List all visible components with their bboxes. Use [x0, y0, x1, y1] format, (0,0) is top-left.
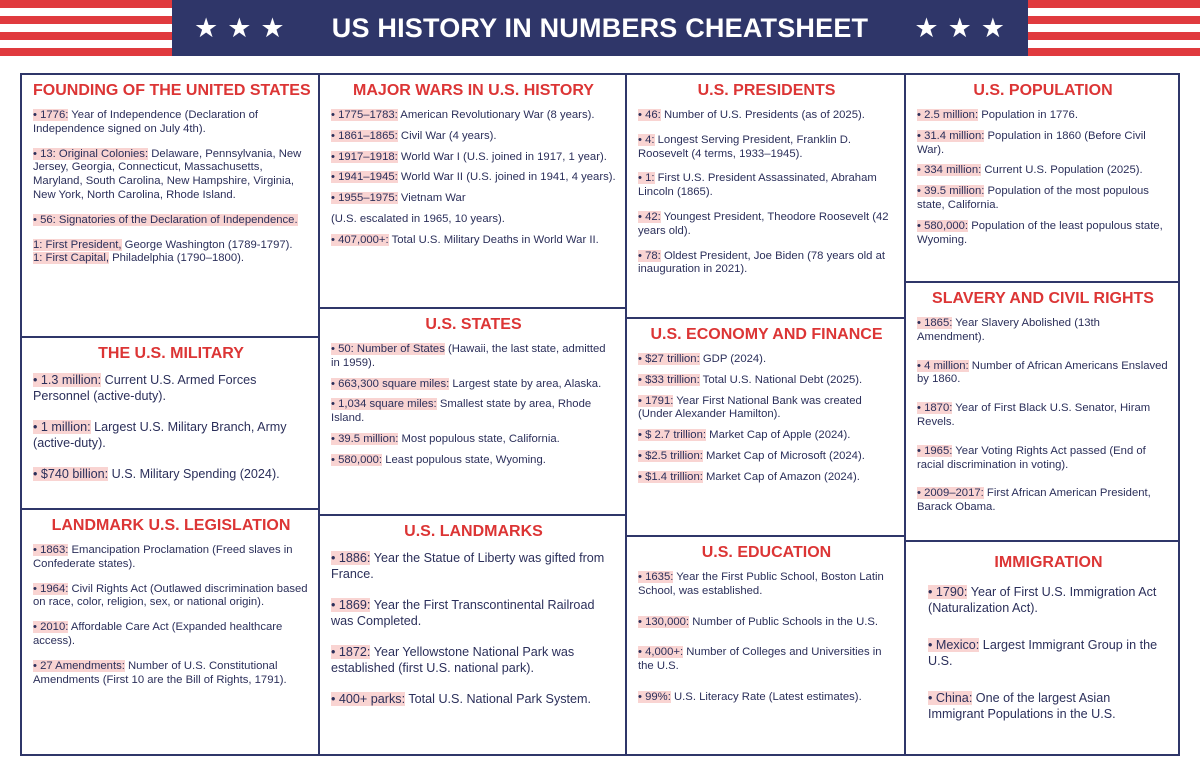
stars-right-icon: ★★★ — [914, 13, 1014, 43]
stars-left-icon: ★★★ — [194, 13, 294, 43]
list-item: • 27 Amendments: Number of U.S. Constitutional Amendments (First 10 are the Bill of Rights, 1791). — [33, 659, 287, 686]
list-item: • 1 million: Largest U.S. Military Branch, Army (active-duty). — [33, 420, 291, 450]
list-item: • 1.3 million: Current U.S. Armed Forces Personnel (active-duty). — [33, 373, 260, 403]
list-item: • 1955–1975: Vietnam War — [331, 192, 466, 205]
section-title: THE U.S. MILITARY — [98, 345, 244, 362]
list-item: • 580,000: Least populous state, Wyoming. — [331, 453, 546, 466]
list-item: • China: One of the largest Asian Immigrant Populations in the U.S. — [928, 691, 1116, 721]
list-item: • 1776: Year of Independence (Declaration of Independence signed on July 4th). — [33, 109, 262, 135]
list-item: • 334 million: Current U.S. Population (2025). — [917, 164, 1143, 177]
section-title: MAJOR WARS IN U.S. HISTORY — [353, 82, 594, 99]
section-title: U.S. STATES — [425, 316, 522, 333]
section-legislation — [22, 508, 318, 754]
list-item: • 13: Original Colonies: Delaware, Pennsylvania, New Jersey, Georgia, Connecticut, Massachusetts, Maryland, South Carolina, New Hampshire, Virginia, New York, North Carolina, Rhode Island. — [33, 147, 305, 201]
list-item: • 1791: Year First National Bank was created (Under Alexander Hamilton). — [638, 394, 865, 421]
list-item: • 31.4 million: Population in 1860 (Before Civil War). — [917, 129, 1149, 156]
column-4 — [904, 75, 1178, 754]
list-item: • 46: Number of U.S. Presidents (as of 2025). — [638, 109, 865, 121]
section-title: IMMIGRATION — [994, 554, 1103, 571]
section-title: FOUNDING OF THE UNITED STATES — [33, 82, 311, 99]
list-item: (U.S. escalated in 1965, 10 years). — [331, 212, 505, 225]
list-item: • 1870: Year of First Black U.S. Senator, Hiram Revels. — [917, 402, 1154, 428]
section-immigration — [906, 540, 1178, 754]
list-item: • 56: Signatories of the Declaration of Independence. — [33, 213, 298, 226]
list-item: • 2.5 million: Population in 1776. — [917, 109, 1078, 121]
page-title: US HISTORY IN NUMBERS CHEATSHEET — [331, 12, 869, 43]
list-item: • 1,034 square miles: Smallest state by area, Rhode Island. — [331, 398, 595, 425]
list-item: • 1863: Emancipation Proclamation (Freed slaves in Confederate states). — [33, 544, 296, 570]
section-landmarks — [320, 514, 625, 754]
list-item: • 1872: Year Yellowstone National Park was established (first U.S. national park). — [331, 645, 578, 675]
column-1 — [22, 75, 318, 754]
list-item: • 663,300 square miles: Largest state by area, Alaska. — [331, 377, 602, 390]
section-presidents — [627, 75, 904, 317]
list-item: • 1635: Year the First Public School, Boston Latin School, was established. — [638, 571, 887, 597]
section-wars — [320, 75, 625, 307]
list-item: • Mexico: Largest Immigrant Group in the U.S. — [928, 638, 1161, 668]
section-civil-rights — [906, 281, 1178, 540]
list-item: • 4 million: Number of African Americans Enslaved by 1860. — [917, 359, 1171, 386]
list-item: • $740 billion: U.S. Military Spending (2024). — [33, 467, 280, 481]
flag-stripes-right — [1028, 0, 1200, 56]
list-item: • 580,000: Population of the least populous state, Wyoming. — [917, 219, 1166, 246]
list-item: • 1865: Year Slavery Abolished (13th Amendment). — [917, 317, 1103, 343]
flag-stripes-left — [0, 0, 172, 56]
list-item: • 4: Longest Serving President, Franklin D. Roosevelt (4 terms, 1933–1945). — [638, 133, 855, 160]
list-item: • 400+ parks: Total U.S. National Park System. — [331, 692, 592, 706]
cheatsheet-grid — [20, 73, 1180, 756]
section-title: U.S. LANDMARKS — [404, 523, 543, 540]
list-item: • 42: Youngest President, Theodore Roosevelt (42 years old). — [638, 210, 892, 237]
list-item: • 1790: Year of First U.S. Immigration Act (Naturalization Act). — [928, 585, 1160, 615]
list-item: • 1: First U.S. President Assassinated, Abraham Lincoln (1865). — [638, 172, 880, 199]
section-military — [22, 336, 318, 508]
list-item: 1: First President, George Washington (1789-1797). — [33, 238, 293, 251]
list-item: • 78: Oldest President, Joe Biden (78 years old at inauguration in 2021). — [638, 249, 889, 276]
list-item: • $27 trillion: GDP (2024). — [638, 353, 767, 365]
list-item: • 1917–1918: World War I (U.S. joined in 1917, 1 year). — [331, 150, 607, 163]
section-title: U.S. ECONOMY AND FINANCE — [650, 326, 883, 343]
section-title: U.S. PRESIDENTS — [697, 82, 836, 99]
list-item: • $33 trillion: Total U.S. National Debt (2025). — [638, 373, 863, 386]
list-item: 1: First Capital, Philadelphia (1790–1800). — [33, 252, 245, 265]
list-item: • 1775–1783: American Revolutionary War (8 years). — [331, 109, 595, 121]
list-item: • $2.5 trillion: Market Cap of Microsoft (2024). — [638, 449, 865, 462]
list-item: • 1964: Civil Rights Act (Outlawed discrimination based on race, color, religion, sex, or national origin). — [33, 582, 311, 609]
section-education — [627, 535, 904, 754]
column-3 — [625, 75, 904, 754]
title-banner — [172, 0, 1028, 56]
section-population — [906, 75, 1178, 281]
column-2 — [318, 75, 625, 754]
list-item: • 99%: U.S. Literacy Rate (Latest estimates). — [638, 690, 862, 703]
section-founding — [22, 75, 318, 336]
list-item: • 4,000+: Number of Colleges and Universities in the U.S. — [638, 646, 885, 673]
section-title: SLAVERY AND CIVIL RIGHTS — [932, 290, 1154, 307]
section-economy — [627, 317, 904, 535]
list-item: • $ 2.7 trillion: Market Cap of Apple (2024). — [638, 429, 851, 442]
list-item: • 1941–1945: World War II (U.S. joined in 1941, 4 years). — [331, 171, 616, 184]
list-item: • 1886: Year the Statue of Liberty was gifted from France. — [331, 551, 608, 581]
list-item: • 39.5 million: Population of the most populous state, California. — [917, 185, 1153, 211]
list-item: • 2009–2017: First African American President, Barack Obama. — [917, 487, 1154, 514]
list-item: • 39.5 million: Most populous state, California. — [331, 432, 560, 445]
list-item: • 407,000+: Total U.S. Military Deaths in World War II. — [331, 233, 599, 246]
section-title: LANDMARK U.S. LEGISLATION — [51, 517, 291, 534]
section-title: U.S. POPULATION — [973, 82, 1113, 99]
section-title: U.S. EDUCATION — [701, 544, 832, 561]
list-item: • $1.4 trillion: Market Cap of Amazon (2024). — [638, 470, 860, 483]
section-states — [320, 307, 625, 514]
list-item: • 1869: Year the First Transcontinental Railroad was Completed. — [331, 598, 598, 628]
list-item: • 50: Number of States (Hawaii, the last state, admitted in 1959). — [331, 343, 609, 369]
list-item: • 2010: Affordable Care Act (Expanded healthcare access). — [33, 621, 286, 647]
list-item: • 130,000: Number of Public Schools in the U.S. — [638, 615, 879, 628]
list-item: • 1861–1865: Civil War (4 years). — [331, 129, 497, 142]
header — [0, 0, 1200, 56]
list-item: • 1965: Year Voting Rights Act passed (End of racial discrimination in voting). — [917, 444, 1149, 471]
